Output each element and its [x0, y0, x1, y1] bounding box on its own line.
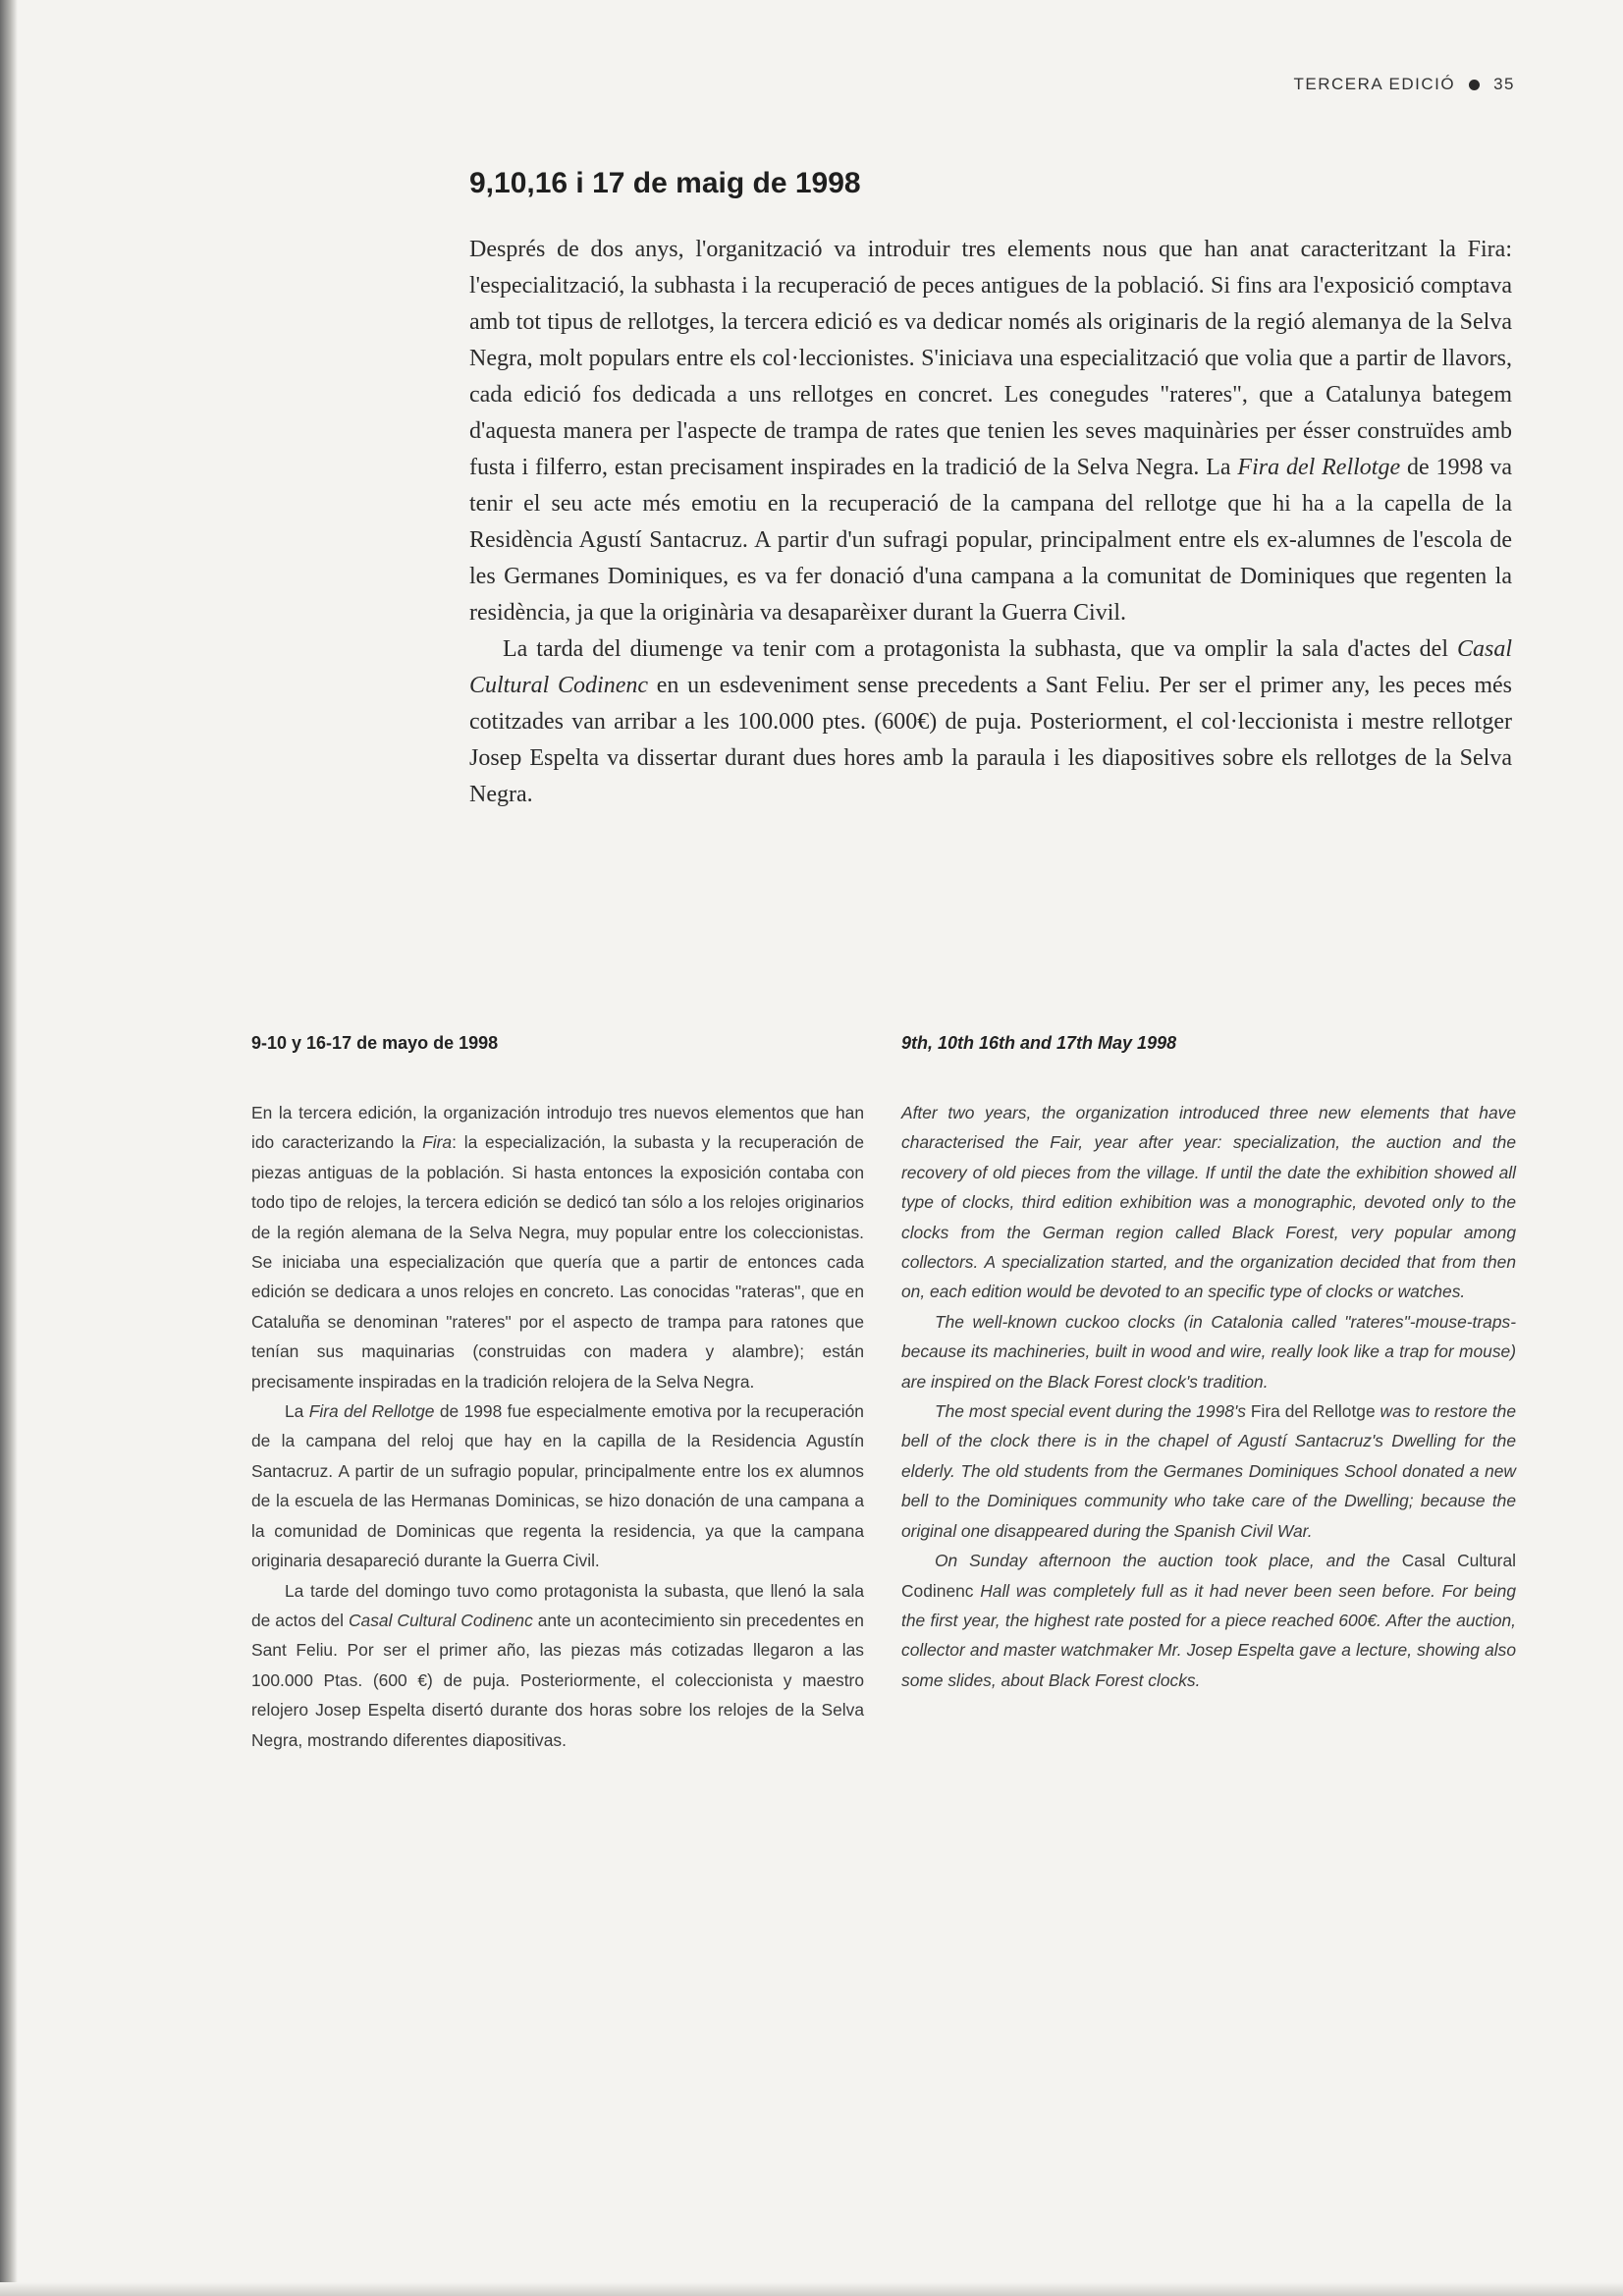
english-paragraph-4 [901, 1546, 1516, 1695]
catalan-body [469, 232, 1512, 813]
catalan-p2-text-b: en un esdeveniment sense precedents a Sant Feliu. Per ser el primer any, les peces més cotitzades van arribar a les 100.000 ptes. (600€) de puja. Posteriorment, el col·leccionista i mestre rellotger Josep Espelta va dissertar durant dues hores amb la paraula i les diapositives sobre els rellotges de la Selva Negra. [469, 673, 1512, 807]
spanish-p2-text-b: de 1998 fue especialmente emotiva por la recuperación de la campana del reloj que hay en la capilla de la Residencia Agustín Santacruz. A partir de un sufragio popular, principalmente entre los ex alumnos de la escuela de las Hermanas Dominicas, se hizo donación de una campana a la comunidad de Dominicas que regenta la residencia, ya que la campana originaria desapareció durante la Guerra Civil. [251, 1401, 864, 1571]
english-paragraph-1: After two years, the organization introduced three new elements that have characterised the Fair, year after year: specialization, the auction and the recovery of old pieces from the village. If until the date the exhibition showed all type of clocks, third edition exhibition was a monographic, devoted only to the clocks from the German region called Black Forest, very popular among collectors. A specialization started, and the organization decided that from then on, each edition would be devoted to an specific type of clocks or watches. [901, 1103, 1516, 1302]
english-p3-plain: Fira del Rellotge [1250, 1401, 1376, 1422]
english-p4-plain: Casal Cultural Codinenc [901, 1551, 1517, 1601]
catalan-paragraph-2 [469, 631, 1512, 813]
english-body [901, 1098, 1516, 1695]
english-column [901, 1033, 1516, 1695]
catalan-p2-text-a: La tarda del diumenge va tenir com a protagonista la subhasta, que va omplir la sala d'actes del [503, 636, 1457, 662]
english-p3-text-b: was to restore the bell of the clock there is in the chapel of Agustí Santacruz's Dwelling for the elderly. The old students from the Germanes Dominiques School donated a new bell to the Dominiques community who take care of the Dwelling; because the original one disappeared during the Spanish Civil War. [901, 1401, 1516, 1541]
english-p4-text-b: Hall was completely full as it had never been seen before. For being the first year, the highest rate posted for a piece reached 600€. After the auction, collector and master watchmaker Mr. Josep Espelta gave a lecture, showing also some slides, about Black Forest clocks. [901, 1580, 1516, 1690]
spanish-p1-emphasis: Fira [422, 1132, 453, 1153]
spanish-title: 9-10 y 16-17 de mayo de 1998 [251, 1033, 499, 1053]
page-bottom-shadow [0, 2282, 1623, 2296]
spanish-p3-text-b: ante un acontecimiento sin precedentes en Sant Feliu. Por ser el primer año, las piezas más cotizadas llegaron a las 100.000 Ptas. (600 €) de puja. Posteriormente, el coleccionista y maestro relojero Josep Espelta disertó durante dos horas sobre los relojes de la Selva Negra, mostrando diferentes diapositivas. [251, 1610, 864, 1750]
spanish-paragraph-3 [251, 1576, 864, 1755]
english-p4-text-a: On Sunday afternoon the auction took place, and the [935, 1551, 1402, 1571]
catalan-p1-emphasis: Fira del Rellotge [1237, 455, 1401, 480]
catalan-p2-emphasis: Casal Cultural Codinenc [469, 636, 1512, 698]
spanish-p2-emphasis: Fira del Rellotge [308, 1401, 435, 1422]
english-paragraph-3 [901, 1396, 1516, 1546]
spanish-body [251, 1098, 864, 1755]
spanish-column [251, 1033, 864, 1755]
page-binding-edge [0, 0, 18, 2296]
spanish-p3-text-a: La tarde del domingo tuvo como protagonista la subasta, que llenó la sala de actos del [251, 1580, 864, 1630]
catalan-paragraph-1 [469, 232, 1512, 631]
catalan-p1-text-b: de 1998 va tenir el seu acte més emotiu en la recuperació de la campana del rellotge que hi ha a la capella de la Residència Agustí Santacruz. A partir d'un sufragi popular, principalment entre els ex-alumnes de l'escola de les Germanes Dominiques, es va fer donació d'una campana a la comunitat de Dominiques que regenten la residència, ja que la originària va desaparèixer durant la Guerra Civil. [469, 455, 1512, 626]
spanish-p2-text-a: La [285, 1401, 309, 1422]
spanish-p1-text-b: : la especialización, la subasta y la recuperación de piezas antiguas de la población. Si hasta entonces la exposición contaba con todo tipo de relojes, la tercera edición se dedicó tan sólo a los relojes originarios de la región alemana de la Selva Negra, muy popular entre los coleccionistas. Se iniciaba una especialización que quería que a partir de entonces cada edición se dedicara a unos relojes en concreto. Las conocidas "rateras", que en Cataluña se denominan "rateres" por el aspecto de trampa para ratones que tenían sus maquinarias (construidas con madera y alambre); están precisamente inspiradas en la tradición relojera de la Selva Negra. [251, 1132, 864, 1392]
spanish-p1-text-a: En la tercera edición, la organización introdujo tres nuevos elementos que han ido caracterizando la [251, 1103, 864, 1153]
english-paragraph-2: The well-known cuckoo clocks (in Catalonia called "rateres"-mouse-traps- because its machineries, built in wood and wire, really look like a trap for mouse) are inspired on the Black Forest clock's tradition. [901, 1311, 1516, 1392]
page-number: 35 [1493, 75, 1515, 93]
spanish-paragraph-1 [251, 1098, 864, 1396]
spanish-paragraph-2 [251, 1396, 864, 1575]
english-p3-text-a: The most special event during the 1998's [935, 1401, 1251, 1422]
running-head [1293, 75, 1515, 94]
spanish-p3-emphasis: Casal Cultural Codinenc [349, 1610, 533, 1630]
bullet-dot-icon [1469, 80, 1480, 90]
catalan-title: 9,10,16 i 17 de maig de 1998 [469, 167, 861, 199]
english-title: 9th, 10th 16th and 17th May 1998 [901, 1033, 1177, 1053]
catalan-p1-text-a: Després de dos anys, l'organització va introduir tres elements nous que han anat caracteritzant la Fira: l'especialització, la subhasta i la recuperació de peces antigues de la població. Si fins ara l'exposició comptava amb tot tipus de rellotges, la tercera edició es va dedicar només als originaris de la regió alemanya de la Selva Negra, molt populars entre els col·leccionistes. S'iniciava una especialització que volia que a partir de llavors, cada edició fos dedicada a uns rellotges en concret. Les conegudes "rateres", que a Catalunya bategem d'aquesta manera per l'aspecte de trampa de rates que tenien les seves maquinàries per ésser construïdes amb fusta i filferro, estan precisament inspirades en la tradició de la Selva Negra. La [469, 237, 1512, 480]
running-head-label: TERCERA EDICIÓ [1293, 75, 1456, 93]
